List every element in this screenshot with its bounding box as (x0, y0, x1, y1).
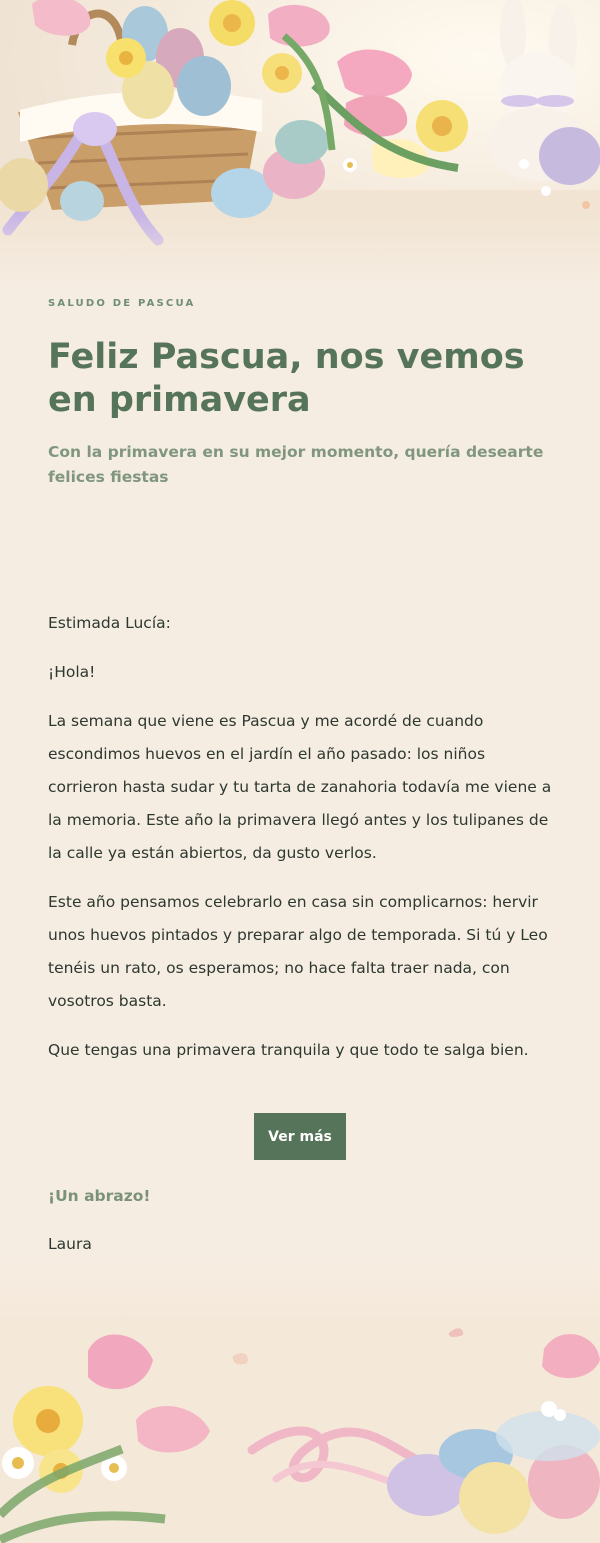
easter-basket-scene (0, 0, 600, 290)
letter-body (48, 607, 552, 1067)
easter-header-illustration (0, 0, 600, 290)
easter-eggs-and-flowers-scene (0, 1255, 600, 1543)
page-title: Feliz Pascua, nos vemos en primavera (48, 337, 525, 420)
signoff-text: ¡Un abrazo! (48, 1187, 151, 1205)
letter-paragraph-1: La semana que viene es Pascua y me acordé de cuando escondimos huevos en el jardín el año pasado: los niños corrieron hasta sudar y tu tarta de zanahoria todavía me viene a la memoria. Este año la primavera llegó antes y los tulipanes de la calle ya están abiertos, da gusto verlos. (48, 712, 552, 862)
eyebrow-label: SALUDO DE PASCUA (48, 298, 196, 309)
letter-paragraph-2: Este año pensamos celebrarlo en casa sin complicarnos: hervir unos huevos pintados y preparar algo de temporada. Si tú y Leo tenéis un rato, os esperamos; no hace falta traer nada, con vosotros basta. (48, 893, 548, 1010)
ver-mas-button[interactable]: Ver más (254, 1113, 346, 1160)
page-subtitle: Con la primavera en su mejor momento, quería desearte felices fiestas (48, 443, 544, 486)
easter-footer-illustration (0, 1255, 600, 1543)
signature-name: Laura (48, 1235, 92, 1253)
letter-hola: ¡Hola! (48, 663, 96, 681)
letter-greeting: Estimada Lucía: (48, 614, 171, 632)
letter-paragraph-3: Que tengas una primavera tranquila y que todo te salga bien. (48, 1041, 529, 1059)
